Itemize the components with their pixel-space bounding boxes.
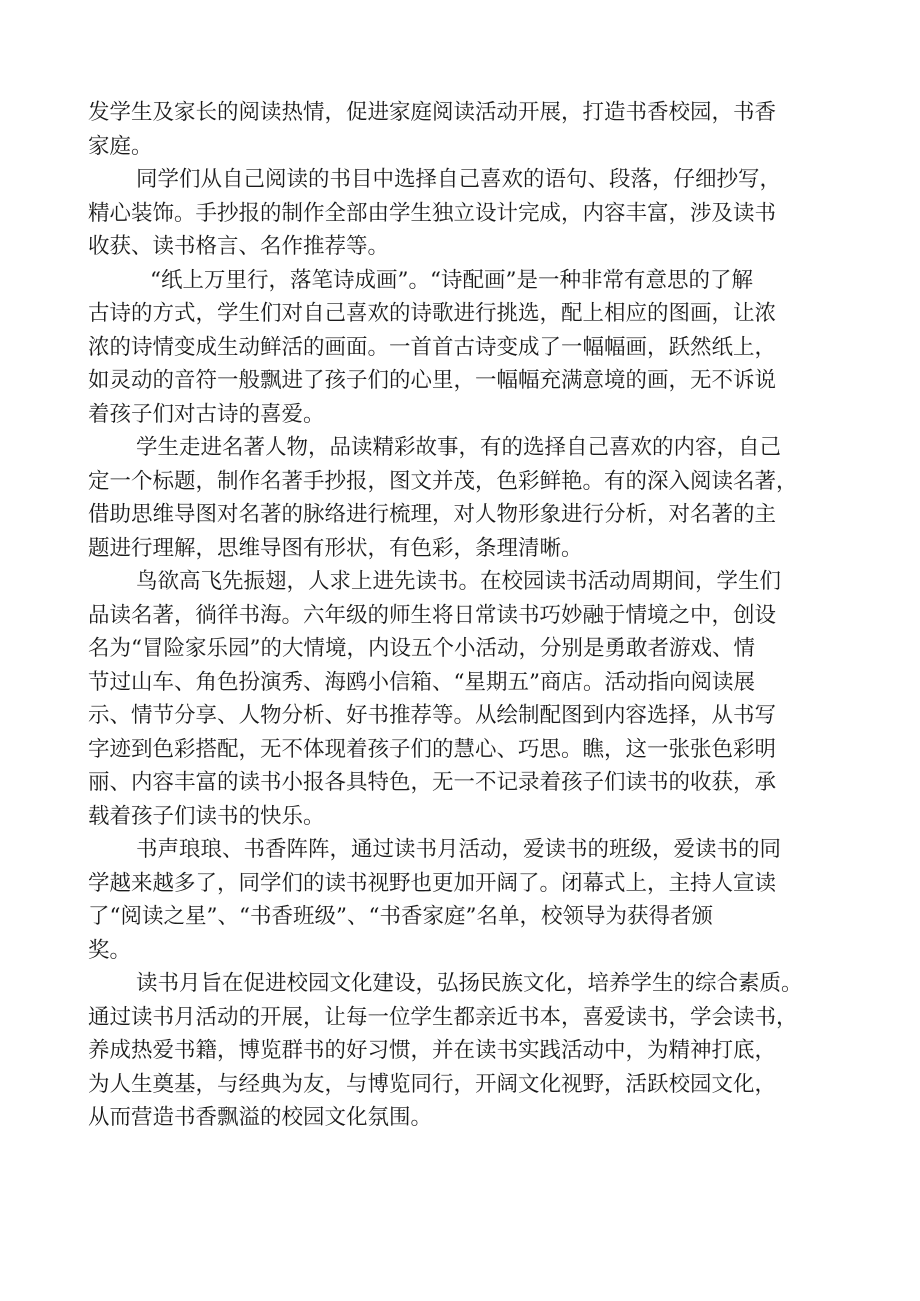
text-line: 借助思维导图对名著的脉络进行梳理，对人物形象进行分析，对名著的主 [88, 502, 777, 527]
text-line: 题进行理解，思维导图有形状，有色彩，条理清晰。 [88, 535, 583, 561]
text-line: 精心装饰。手抄报的制作全部由学生独立设计完成，内容丰富，涉及读书 [88, 200, 777, 226]
paragraph-start: 读书月旨在促进校园文化建设，弘扬民族文化，培养学生的综合素质。 [136, 971, 803, 996]
text-line: 古诗的方式，学生们对自己喜欢的诗歌进行挑选，配上相应的图画，让浓 [88, 301, 777, 326]
text-line: 字迹到色彩搭配，无不体现着孩子们的慧心、巧思。瞧，这一张张色彩明 [88, 736, 777, 762]
paragraph-start: 鸟欲高飞先振翅，人求上进先读书。在校园读书活动周期间，学生们 [136, 569, 782, 594]
paragraph-start: 学生走进名著人物，品读精彩故事，有的选择自己喜欢的内容，自己 [136, 435, 782, 460]
text-line: 家庭。 [88, 133, 153, 159]
text-line: 着孩子们对古诗的喜爱。 [88, 401, 325, 427]
text-line: 为人生奠基，与经典为友，与博览同行，开阔文化视野，活跃校园文化， [88, 1071, 777, 1097]
text-line: 浓的诗情变成生动鲜活的画面。一首首古诗变成了一幅幅画，跃然纸上， [88, 334, 777, 360]
text-line: 载着孩子们读书的快乐。 [88, 803, 325, 829]
paragraph-start: 书声琅琅、书香阵阵，通过读书月活动，爱读书的班级，爱读书的同 [136, 837, 782, 862]
text-line: 丽、内容丰富的读书小报各具特色，无一不记录着孩子们读书的收获，承 [88, 770, 777, 795]
text-line: 发学生及家长的阅读热情，促进家庭阅读活动开展，打造书香校园，书香 [88, 100, 777, 125]
text-line: 收获、读书格言、名作推荐等。 [88, 234, 390, 259]
text-line: 节过山车、角色扮演秀、海鸥小信箱、“星期五”商店。活动指向阅读展 [88, 669, 755, 695]
paragraph-start: 同学们从自己阅读的书目中选择自己喜欢的语句、段落，仔细抄写， [136, 167, 782, 192]
text-line: 养成热爱书籍，博览群书的好习惯，并在读书实践活动中，为精神打底， [88, 1038, 777, 1063]
text-line: 通过读书月活动的开展，让每一位学生都亲近书本，喜爱读书，学会读书， [88, 1004, 798, 1030]
text-line: 定一个标题，制作名著手抄报，图文并茂，色彩鲜艳。有的深入阅读名著， [88, 468, 798, 494]
text-line: 奖。 [88, 937, 132, 963]
text-line: 学越来越多了，同学们的读书视野也更加开阔了。闭幕式上，主持人宣读 [88, 870, 777, 896]
text-line: 从而营造书香飘溢的校园文化氛围。 [88, 1105, 433, 1130]
text-line: 如灵动的音符一般飘进了孩子们的心里，一幅幅充满意境的画，无不诉说 [88, 368, 777, 393]
text-line: 名为“冒险家乐园”的大情境，内设五个小活动，分别是勇敢者游戏、情 [88, 636, 755, 661]
document-body [88, 96, 838, 1135]
paragraph-start: “纸上万里行，落笔诗成画”。“诗配画”是一种非常有意思的了解 [150, 267, 753, 293]
text-line: 了“阅读之星”、“书香班级”、“书香家庭”名单，校领导为获得者颁 [88, 904, 713, 929]
text-line: 示、情节分享、人物分析、好书推荐等。从绘制配图到内容选择，从书写 [88, 703, 777, 728]
text-line: 品读名著，徜徉书海。六年级的师生将日常读书巧妙融于情境之中，创设 [88, 602, 777, 628]
